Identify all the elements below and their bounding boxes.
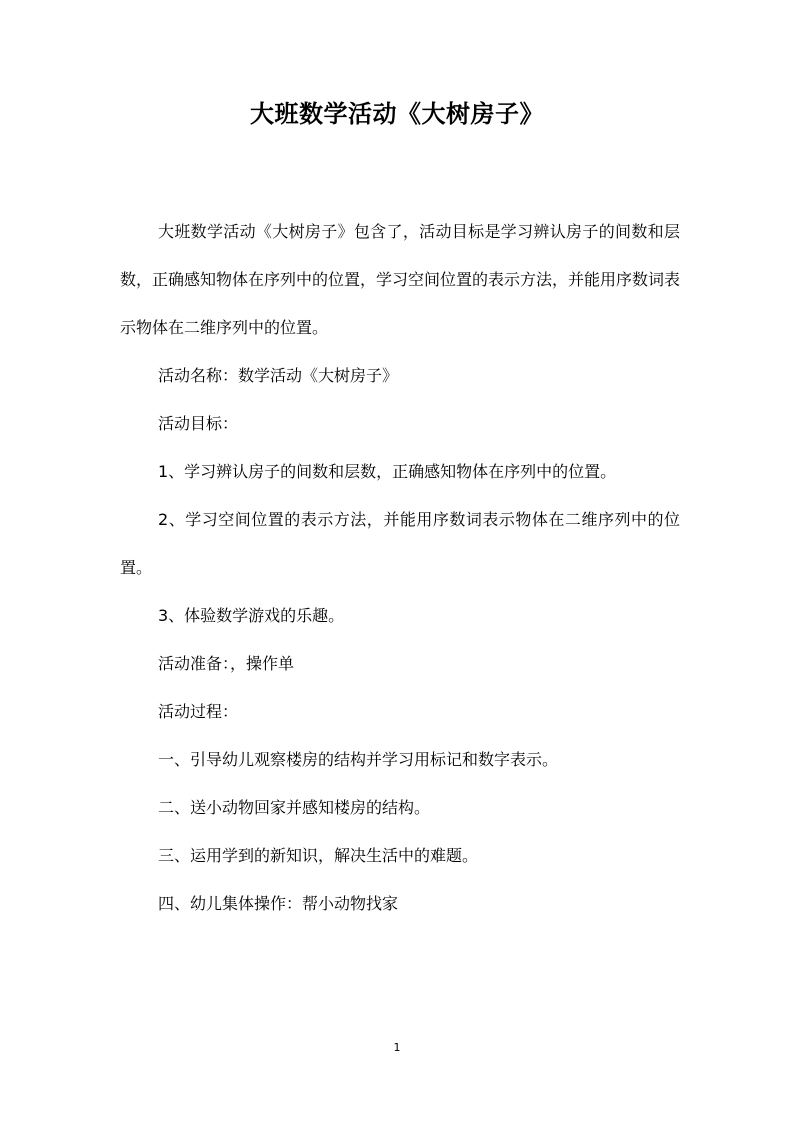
- paragraph-process-1: 一、引导幼儿观察楼房的结构并学习用标记和数字表示。: [158, 750, 559, 769]
- paragraph-goal-3: 3、体验数学游戏的乐趣。: [158, 606, 345, 625]
- document-body: [120, 208, 680, 928]
- paragraph-process-heading: 活动过程：: [158, 702, 239, 721]
- paragraph-process-3: 三、运用学到的新知识，解决生活中的难题。: [158, 846, 479, 865]
- paragraph-intro: 大班数学活动《大树房子》包含了，活动目标是学习辨认房子的间数和层数，正确感知物体在序列中的位置，学习空间位置的表示方法，并能用序数词表示物体在二维序列中的位置。: [120, 222, 681, 337]
- document-title: 大班数学活动《大树房子》: [250, 99, 544, 128]
- paragraph-preparation: 活动准备：，操作单: [158, 654, 295, 673]
- paragraph-process-2: 二、送小动物回家并感知楼房的结构。: [158, 798, 431, 817]
- paragraph-activity-name: 活动名称：数学活动《大树房子》: [158, 366, 399, 385]
- paragraph-goal-2: 2、学习空间位置的表示方法，并能用序数词表示物体在二维序列中的位置。: [120, 510, 680, 577]
- paragraph-process-4: 四、幼儿集体操作：帮小动物找家: [158, 894, 399, 913]
- page-number: 1: [393, 1041, 401, 1054]
- paragraph-goal-1: 1、学习辨认房子的间数和层数，正确感知物体在序列中的位置。: [158, 462, 617, 481]
- paragraph-goals-heading: 活动目标：: [158, 414, 239, 433]
